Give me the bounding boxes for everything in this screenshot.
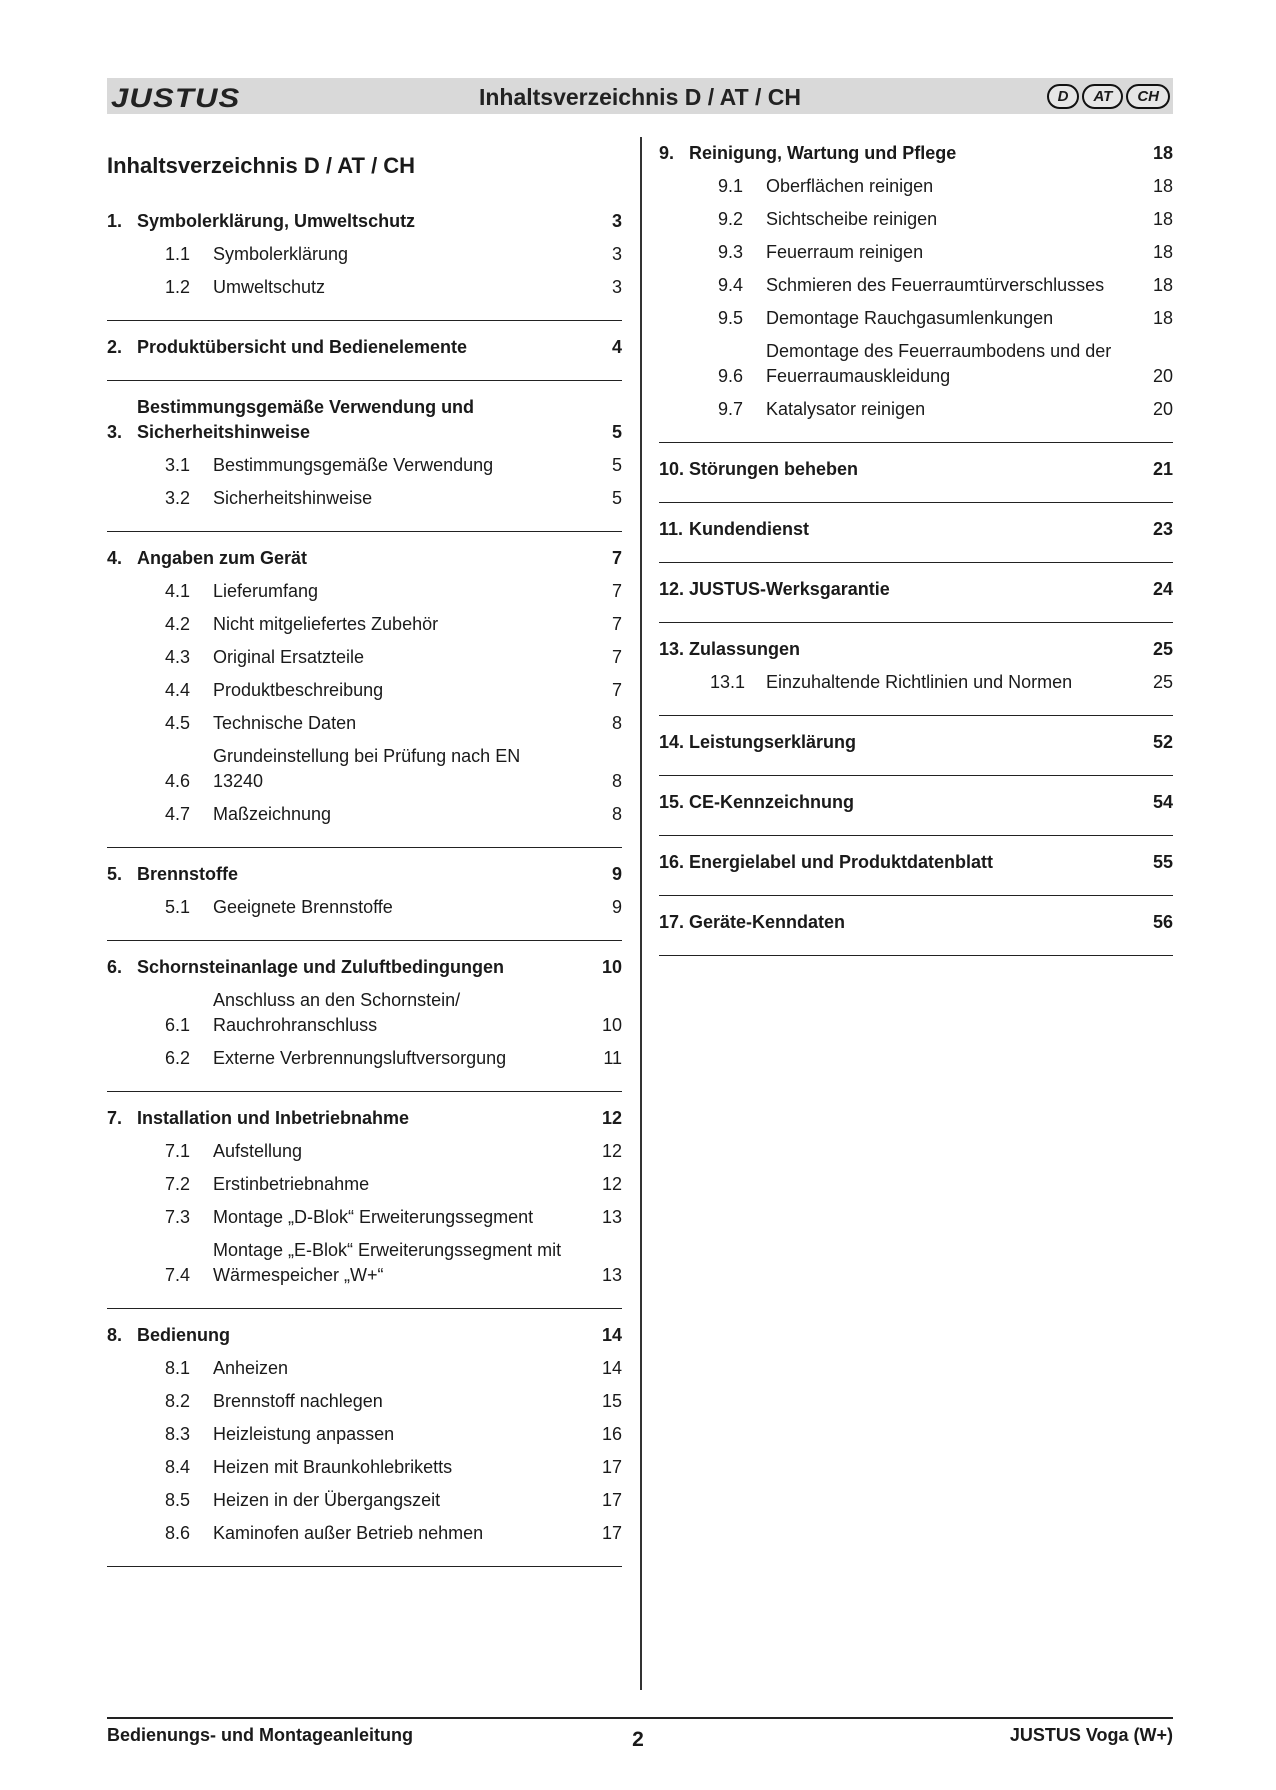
toc-subsection-entry[interactable]	[107, 1234, 622, 1292]
subsection-title: Oberflächen reinigen	[766, 176, 934, 196]
subsection-page: 8	[611, 804, 622, 824]
toc-subsection-entry[interactable]	[107, 238, 622, 271]
toc-right-column	[659, 137, 1173, 956]
chapter-title: JUSTUS-Werksgarantie	[689, 579, 890, 599]
justus-logo: JUSTUS	[111, 83, 241, 113]
subsection-page: 7	[611, 614, 622, 634]
toc-subsection-entry[interactable]	[107, 891, 622, 924]
footer-divider	[107, 1717, 1173, 1719]
subsection-title: Demontage Rauchgasumlenkungen	[766, 308, 1054, 328]
subsection-title: Brennstoff nachlegen	[213, 1391, 383, 1411]
header-title: Inhaltsverzeichnis D / AT / CH	[478, 84, 802, 110]
subsection-page: 12	[601, 1174, 622, 1194]
toc-subsection-entry[interactable]	[107, 1201, 622, 1234]
toc-section	[107, 941, 622, 1092]
chapter-number: 16.	[659, 852, 685, 872]
subsection-title: Katalysator reinigen	[766, 399, 926, 419]
subsection-number: 8.4	[165, 1457, 191, 1477]
chapter-title: Brennstoffe	[137, 864, 239, 884]
toc-subsection-entry[interactable]	[107, 1517, 622, 1550]
toc-section	[107, 205, 622, 321]
toc-chapter-entry[interactable]	[659, 513, 1173, 546]
subsection-title: Anschluss an den Schornstein/ Rauchrohranschluss	[213, 990, 461, 1035]
toc-section	[659, 776, 1173, 836]
chapter-title: Leistungserklärung	[689, 732, 857, 752]
subsection-number: 4.5	[165, 713, 191, 733]
subsection-title: Erstinbetriebnahme	[213, 1174, 370, 1194]
page-title: Inhaltsverzeichnis D / AT / CH	[107, 153, 416, 178]
chapter-title: Bedienung	[137, 1325, 230, 1345]
subsection-title: Grundeinstellung bei Prüfung nach EN 13240	[213, 746, 521, 791]
chapter-page: 14	[601, 1325, 622, 1345]
toc-chapter-entry[interactable]	[659, 906, 1173, 939]
header-bar	[107, 78, 1173, 114]
subsection-page: 17	[601, 1523, 622, 1543]
subsection-page: 18	[1152, 308, 1173, 328]
chapter-number: 2.	[107, 337, 123, 357]
chapter-title: Schornsteinanlage und Zuluftbedingungen	[137, 957, 504, 977]
subsection-title: Nicht mitgeliefertes Zubehör	[213, 614, 439, 634]
toc-chapter-entry[interactable]	[659, 726, 1173, 759]
chapter-title: Reinigung, Wartung und Pflege	[689, 143, 957, 163]
toc-section	[107, 1092, 622, 1309]
subsection-page: 20	[1152, 399, 1173, 419]
toc-subsection-entry[interactable]	[659, 335, 1173, 393]
subsection-page: 5	[611, 488, 622, 508]
chapter-page: 25	[1152, 639, 1173, 659]
toc-chapter-entry[interactable]	[659, 846, 1173, 879]
subsection-number: 9.5	[718, 308, 744, 328]
subsection-title: Aufstellung	[213, 1141, 303, 1161]
toc-chapter-entry[interactable]	[659, 633, 1173, 666]
subsection-title: Bestimmungsgemäße Verwendung	[213, 455, 494, 475]
subsection-page: 18	[1152, 242, 1173, 262]
chapter-page: 9	[611, 864, 622, 884]
subsection-title: Externe Verbrennungsluftversorgung	[213, 1048, 507, 1068]
toc-subsection-entry[interactable]	[107, 449, 622, 482]
toc-subsection-entry[interactable]	[107, 271, 622, 304]
chapter-number: 9.	[659, 143, 675, 163]
chapter-page: 21	[1152, 459, 1173, 479]
chapter-page: 24	[1152, 579, 1173, 599]
chapter-page: 3	[611, 211, 622, 231]
toc-subsection-entry[interactable]	[659, 269, 1173, 302]
subsection-page: 7	[611, 680, 622, 700]
subsection-page: 18	[1152, 275, 1173, 295]
toc-subsection-entry[interactable]	[107, 707, 622, 740]
toc-left-column	[107, 137, 622, 1567]
subsection-title: Geeignete Brennstoffe	[213, 897, 393, 917]
toc-section	[659, 137, 1173, 443]
subsection-title: Maßzeichnung	[213, 804, 332, 824]
chapter-number: 13.	[659, 639, 685, 659]
subsection-title: Kaminofen außer Betrieb nehmen	[213, 1523, 484, 1543]
country-badges	[1047, 84, 1170, 109]
toc-subsection-entry[interactable]	[107, 608, 622, 641]
subsection-page: 3	[611, 277, 622, 297]
toc-chapter-entry[interactable]	[107, 391, 622, 449]
subsection-page: 15	[601, 1391, 622, 1411]
subsection-number: 8.6	[165, 1523, 191, 1543]
subsection-page: 18	[1152, 176, 1173, 196]
subsection-number: 4.1	[165, 581, 191, 601]
subsection-page: 8	[611, 713, 622, 733]
chapter-page: 12	[601, 1108, 622, 1128]
subsection-page: 8	[611, 771, 622, 791]
subsection-number: 9.6	[718, 366, 744, 386]
toc-subsection-entry[interactable]	[107, 575, 622, 608]
subsection-title: Anheizen	[213, 1358, 289, 1378]
chapter-title: CE-Kennzeichnung	[689, 792, 854, 812]
subsection-number: 8.5	[165, 1490, 191, 1510]
subsection-title: Sichtscheibe reinigen	[766, 209, 938, 229]
chapter-title: Zulassungen	[689, 639, 801, 659]
subsection-page: 25	[1152, 672, 1173, 692]
chapter-number: 11.	[659, 519, 684, 539]
chapter-page: 52	[1152, 732, 1173, 752]
toc-section	[659, 836, 1173, 896]
toc-section	[659, 443, 1173, 503]
subsection-title: Heizen mit Braunkohlebriketts	[213, 1457, 453, 1477]
chapter-number: 10.	[659, 459, 685, 479]
chapter-number: 6.	[107, 957, 123, 977]
toc-chapter-entry[interactable]	[107, 1102, 622, 1135]
chapter-page: 23	[1152, 519, 1173, 539]
subsection-title: Demontage des Feuerraumbodens und der Feuerraumauskleidung	[766, 341, 1112, 386]
toc-section	[659, 623, 1173, 716]
toc-section	[107, 532, 622, 848]
toc-subsection-entry[interactable]	[659, 666, 1173, 699]
chapter-page: 7	[611, 548, 622, 568]
chapter-number: 4.	[107, 548, 123, 568]
chapter-title: Geräte-Kenndaten	[689, 912, 846, 932]
subsection-page: 9	[611, 897, 622, 917]
toc-subsection-entry[interactable]	[107, 984, 622, 1042]
toc-chapter-entry[interactable]	[107, 331, 622, 364]
toc-subsection-entry[interactable]	[659, 170, 1173, 203]
country-badge-ch: CH	[1126, 84, 1170, 109]
chapter-number: 3.	[107, 422, 123, 442]
subsection-page: 17	[601, 1490, 622, 1510]
subsection-page: 17	[601, 1457, 622, 1477]
subsection-page: 18	[1152, 209, 1173, 229]
footer-page-number: 2	[632, 1728, 644, 1751]
toc-chapter-entry[interactable]	[659, 786, 1173, 819]
subsection-number: 9.2	[718, 209, 744, 229]
chapter-page: 55	[1152, 852, 1173, 872]
chapter-page: 5	[611, 422, 622, 442]
toc-subsection-entry[interactable]	[107, 482, 622, 515]
chapter-number: 8.	[107, 1325, 123, 1345]
toc-chapter-entry[interactable]	[107, 542, 622, 575]
toc-section	[107, 848, 622, 941]
toc-subsection-entry[interactable]	[107, 1042, 622, 1075]
chapter-title: Energielabel und Produktdatenblatt	[689, 852, 994, 872]
chapter-number: 1.	[107, 211, 123, 231]
subsection-title: Produktbeschreibung	[213, 680, 384, 700]
toc-section	[659, 716, 1173, 776]
chapter-page: 54	[1152, 792, 1173, 812]
subsection-number: 4.7	[165, 804, 191, 824]
subsection-number: 7.3	[165, 1207, 191, 1227]
subsection-title: Einzuhaltende Richtlinien und Normen	[766, 672, 1073, 692]
toc-subsection-entry[interactable]	[107, 641, 622, 674]
subsection-number: 7.4	[165, 1265, 191, 1285]
toc-section	[659, 563, 1173, 623]
toc-subsection-entry[interactable]	[107, 1451, 622, 1484]
subsection-number: 8.3	[165, 1424, 191, 1444]
chapter-number: 5.	[107, 864, 123, 884]
subsection-title: Feuerraum reinigen	[766, 242, 924, 262]
chapter-page: 10	[601, 957, 622, 977]
country-badge-at: AT	[1082, 84, 1123, 109]
toc-chapter-entry[interactable]	[107, 858, 622, 891]
subsection-page: 14	[601, 1358, 622, 1378]
toc-subsection-entry[interactable]	[659, 302, 1173, 335]
toc-subsection-entry[interactable]	[107, 740, 622, 798]
toc-subsection-entry[interactable]	[659, 393, 1173, 426]
subsection-page: 13	[601, 1265, 622, 1285]
subsection-number: 3.1	[165, 455, 191, 475]
subsection-page: 10	[601, 1015, 622, 1035]
subsection-page: 7	[611, 647, 622, 667]
toc-subsection-entry[interactable]	[107, 1135, 622, 1168]
subsection-number: 8.2	[165, 1391, 191, 1411]
chapter-title: Produktübersicht und Bedienelemente	[137, 337, 468, 357]
chapter-number: 12.	[659, 579, 685, 599]
toc-section	[107, 1309, 622, 1567]
chapter-number: 17.	[659, 912, 685, 932]
subsection-page: 3	[611, 244, 622, 264]
chapter-page: 18	[1152, 143, 1173, 163]
subsection-number: 4.2	[165, 614, 191, 634]
subsection-title: Symbolerklärung	[213, 244, 349, 264]
subsection-page: 16	[601, 1424, 622, 1444]
toc-chapter-entry[interactable]	[659, 137, 1173, 170]
subsection-number: 9.3	[718, 242, 744, 262]
toc-subsection-entry[interactable]	[107, 798, 622, 831]
toc-subsection-entry[interactable]	[107, 1168, 622, 1201]
subsection-number: 4.4	[165, 680, 191, 700]
subsection-page: 13	[601, 1207, 622, 1227]
toc-subsection-entry[interactable]	[659, 236, 1173, 269]
subsection-page: 20	[1152, 366, 1173, 386]
toc-subsection-entry[interactable]	[659, 203, 1173, 236]
toc-subsection-entry[interactable]	[107, 1385, 622, 1418]
subsection-number: 9.1	[718, 176, 744, 196]
subsection-number: 8.1	[165, 1358, 191, 1378]
country-badge-d: D	[1047, 84, 1080, 109]
subsection-number: 3.2	[165, 488, 191, 508]
subsection-page: 7	[611, 581, 622, 601]
toc-list-left	[107, 205, 622, 1567]
toc-chapter-entry[interactable]	[107, 1319, 622, 1352]
chapter-title: Kundendienst	[689, 519, 809, 539]
subsection-number: 5.1	[165, 897, 191, 917]
toc-chapter-entry[interactable]	[659, 453, 1173, 486]
subsection-number: 7.2	[165, 1174, 191, 1194]
toc-subsection-entry[interactable]	[107, 1484, 622, 1517]
chapter-number: 7.	[107, 1108, 123, 1128]
subsection-number: 1.1	[165, 244, 191, 264]
subsection-title: Lieferumfang	[213, 581, 319, 601]
toc-section	[659, 503, 1173, 563]
subsection-number: 1.2	[165, 277, 191, 297]
toc-chapter-entry[interactable]	[659, 573, 1173, 606]
subsection-title: Heizen in der Übergangszeit	[213, 1490, 441, 1510]
subsection-number: 13.1	[710, 672, 746, 692]
subsection-title: Montage „E-Blok“ Erweiterungssegment mit Wärmespeicher „W+“	[213, 1240, 562, 1285]
chapter-number: 14.	[659, 732, 685, 752]
subsection-number: 6.1	[165, 1015, 191, 1035]
subsection-title: Umweltschutz	[213, 277, 326, 297]
toc-list-right	[659, 137, 1173, 956]
chapter-page: 56	[1152, 912, 1173, 932]
chapter-title: Installation und Inbetriebnahme	[137, 1108, 410, 1128]
toc-subsection-entry[interactable]	[107, 674, 622, 707]
subsection-page: 5	[611, 455, 622, 475]
chapter-page: 4	[611, 337, 622, 357]
toc-chapter-entry[interactable]	[107, 951, 622, 984]
toc-section	[107, 381, 622, 532]
subsection-title: Sicherheitshinweise	[213, 488, 373, 508]
toc-section	[659, 896, 1173, 956]
subsection-title: Montage „D-Blok“ Erweiterungssegment	[213, 1207, 534, 1227]
subsection-number: 9.7	[718, 399, 744, 419]
subsection-title: Original Ersatzteile	[213, 647, 365, 667]
subsection-title: Schmieren des Feuerraumtürverschlusses	[766, 275, 1105, 295]
column-divider	[640, 137, 642, 1690]
toc-subsection-entry[interactable]	[107, 1352, 622, 1385]
chapter-title: Symbolerklärung, Umweltschutz	[137, 211, 416, 231]
subsection-number: 9.4	[718, 275, 744, 295]
chapter-number: 15.	[659, 792, 685, 812]
subsection-title: Technische Daten	[213, 713, 357, 733]
footer-manual-title: Bedienungs- und Montageanleitung	[107, 1725, 413, 1745]
subsection-number: 4.3	[165, 647, 191, 667]
subsection-number: 7.1	[165, 1141, 191, 1161]
subsection-title: Heizleistung anpassen	[213, 1424, 395, 1444]
toc-section	[107, 321, 622, 381]
chapter-title: Angaben zum Gerät	[137, 548, 308, 568]
subsection-page: 12	[601, 1141, 622, 1161]
toc-chapter-entry[interactable]	[107, 205, 622, 238]
subsection-number: 6.2	[165, 1048, 191, 1068]
subsection-page: 11	[603, 1048, 622, 1068]
footer-product-name: JUSTUS Voga (W+)	[1009, 1725, 1173, 1745]
chapter-title: Störungen beheben	[689, 459, 859, 479]
toc-subsection-entry[interactable]	[107, 1418, 622, 1451]
chapter-title: Bestimmungsgemäße Verwendung und Sicherheitshinweise	[137, 397, 475, 442]
subsection-number: 4.6	[165, 771, 191, 791]
